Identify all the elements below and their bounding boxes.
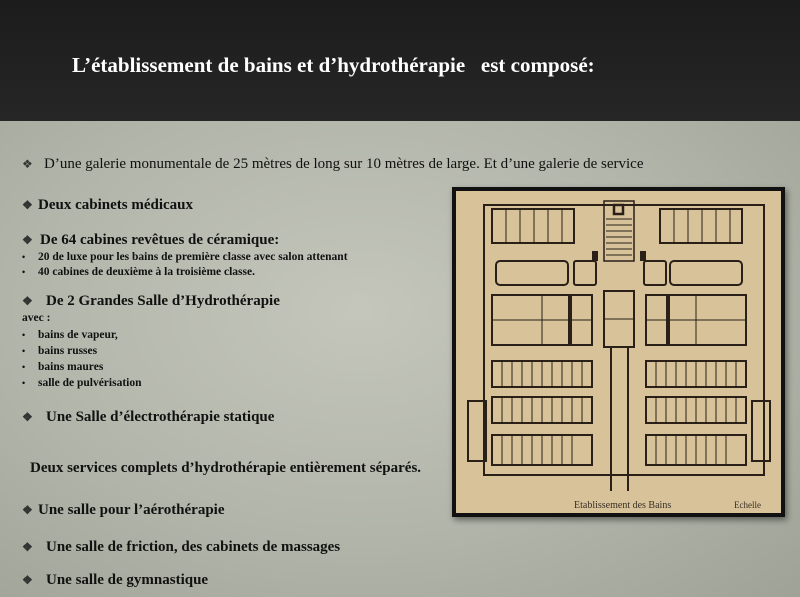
diamond-bullet-icon: ❖ bbox=[22, 294, 33, 308]
diamond-bullet-icon: ❖ bbox=[22, 157, 33, 171]
cabines-sub-1: • 20 de luxe pour les bains de première classe avec salon attenant bbox=[22, 251, 348, 263]
diamond-bullet-icon: ❖ bbox=[22, 503, 33, 517]
item-cabines: ❖ De 64 cabines revêtues de céramique: bbox=[22, 232, 280, 248]
item-grandes-salles: ❖ De 2 Grandes Salle d’Hydrothérapie bbox=[22, 293, 280, 309]
header-bar bbox=[0, 0, 800, 121]
item-friction: ❖ Une salle de friction, des cabinets de massages bbox=[22, 539, 341, 555]
slide-title: L’établissement de bains et d’hydrothérapie est composé: bbox=[72, 53, 595, 77]
cabines-sub-2: • 40 cabines de deuxième à la troisième classe. bbox=[22, 266, 255, 278]
diamond-bullet-icon: ❖ bbox=[22, 573, 33, 587]
diamond-bullet-icon: ❖ bbox=[22, 233, 33, 247]
item-gym: ❖ Une salle de gymnastique bbox=[22, 572, 209, 588]
plan-scale-label: Echelle bbox=[734, 500, 761, 510]
item-electro: ❖ Une Salle d’électrothérapie statique bbox=[22, 409, 275, 425]
diamond-bullet-icon: ❖ bbox=[22, 410, 33, 424]
item-cabinets: ❖ Deux cabinets médicaux bbox=[22, 197, 193, 213]
salles-sub-4: • salle de pulvérisation bbox=[22, 377, 142, 389]
item-services: Deux services complets d’hydrothérapie entièrement séparés. bbox=[30, 460, 422, 476]
floor-plan-image bbox=[452, 187, 785, 517]
item-galerie: ❖ D’une galerie monumentale de 25 mètres de long sur 10 mètres de large. Et d’une galerie de service bbox=[22, 156, 644, 172]
avec-label: avec : bbox=[22, 312, 51, 324]
item-aero: ❖ Une salle pour l’aérothérapie bbox=[22, 502, 225, 518]
plan-caption: Etablissement des Bains bbox=[574, 500, 672, 511]
floor-plan-drawing bbox=[456, 191, 781, 513]
diamond-bullet-icon: ❖ bbox=[22, 198, 33, 212]
diamond-bullet-icon: ❖ bbox=[22, 540, 33, 554]
salles-sub-1: • bains de vapeur, bbox=[22, 329, 118, 341]
salles-sub-2: • bains russes bbox=[22, 345, 98, 357]
salles-sub-3: • bains maures bbox=[22, 361, 104, 373]
